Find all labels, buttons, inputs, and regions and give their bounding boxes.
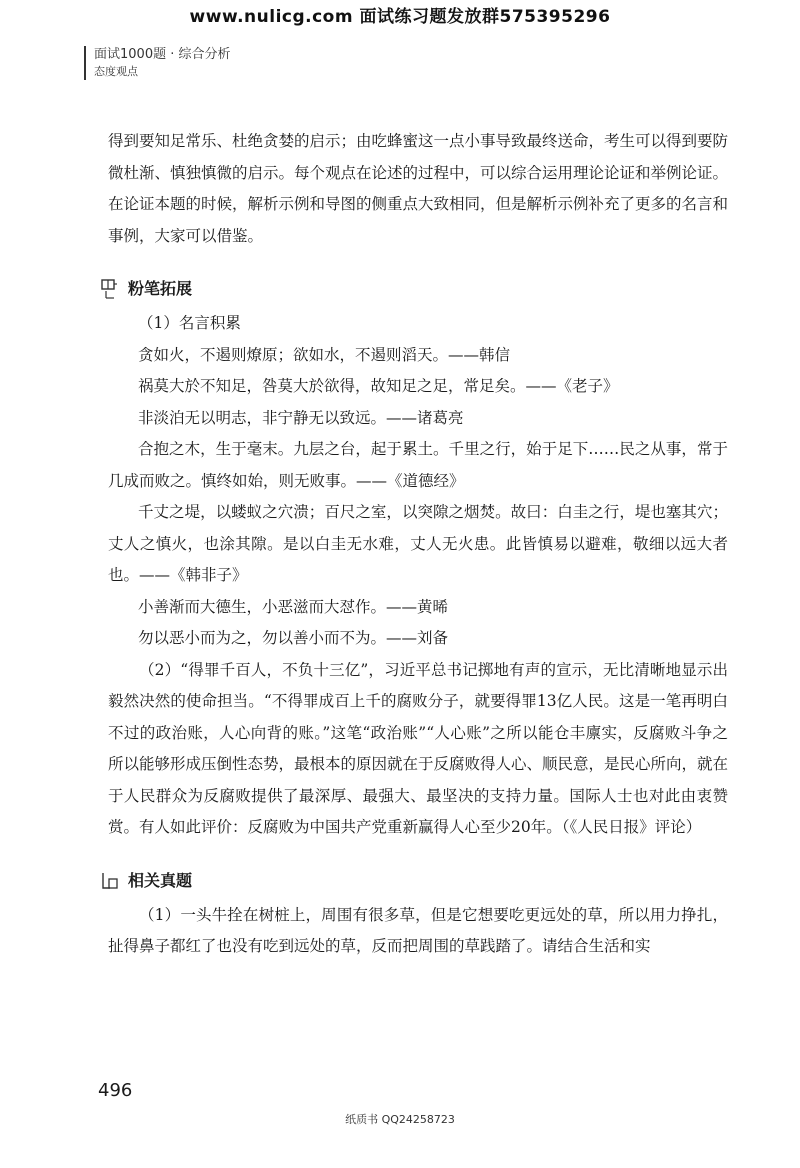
section-title: 相关真题 <box>128 870 193 890</box>
section-heading-extension <box>100 274 728 304</box>
quote-item: 千丈之堤，以蝼蚁之穴溃；百尺之室，以突隙之烟焚。故曰：白圭之行，堤也塞其穴；丈人之慎火，也涂其隙。是以白圭无水难，丈人无火患。此皆慎易以避难，敬细以远大者也。——《韩非子》 <box>108 503 728 584</box>
quote-item: 贪如火，不遏则燎原；欲如水，不遏则滔天。——韩信 <box>138 345 511 364</box>
page-number: 496 <box>98 1080 133 1101</box>
bottom-watermark: 纸质书 QQ24258723 <box>345 1113 455 1126</box>
chapter-title: 态度观点 <box>94 65 138 78</box>
section-title: 粉笔拓展 <box>128 279 193 298</box>
sub-heading-quotes: （1）名言积累 <box>138 314 241 332</box>
notebook-icon <box>100 278 120 300</box>
book-title: 面试1000题 · 综合分析 <box>94 47 231 62</box>
question-item: （1）一头牛拴在树桩上，周围有很多草，但是它想要吃更远处的草，所以用力挣扎，扯得鼻子都红了也没有吃到远处的草，反而把周围的草践踏了。请结合生活和实 <box>108 905 728 955</box>
quote-item: 非淡泊无以明志，非宁静无以致远。——诸葛亮 <box>138 408 464 427</box>
quote-item: 小善渐而大德生，小恶滋而大怼作。——黄晞 <box>138 597 449 616</box>
running-head <box>84 46 230 80</box>
quote-item: 祸莫大於不知足，咎莫大於欲得，故知足之足，常足矣。——《老子》 <box>138 377 619 395</box>
bracket-icon <box>100 870 120 892</box>
top-watermark: www.nulicg.com 面试练习题发放群575395296 <box>189 7 611 27</box>
quote-item: 勿以恶小而为之，勿以善小而不为。——刘备 <box>138 629 449 647</box>
intro-paragraph: 得到要知足常乐、杜绝贪婪的启示；由吃蜂蜜这一点小事导致最终送命，考生可以得到要防微杜渐、慎独慎微的启示。每个观点在论述的过程中，可以综合运用理论论证和举例论证。在论证本题的时候，解析示例和导图的侧重点大致相同，但是解析示例补充了更多的名言和事例，大家可以借鉴。 <box>108 132 729 245</box>
quote-item: 合抱之木，生于毫末。九层之台，起于累土。千里之行，始于足下……民之从事，常于几成而败之。慎终如始，则无败事。——《道德经》 <box>108 440 728 490</box>
section-heading-related <box>100 866 728 896</box>
page-content <box>108 126 728 963</box>
commentary-paragraph: （2）“得罪千百人，不负十三亿”，习近平总书记掷地有声的宣示，无比清晰地显示出毅然决然的使命担当。“不得罪成百上千的腐败分子，就要得罪13亿人民。这是一笔再明白不过的政治账，人心向背的账。”这笔“政治账”“人心账”之所以能仓丰廪实，反腐败斗争之所以能够形成压倒性态势，最根本的原因就在于反腐败得人心、顺民意，是民心所向，就在于人民群众为反腐败提供了最深厚、最强大、最坚决的支持力量。国际人士也对此由衷赞赏。有人如此评价：反腐败为中国共产党重新赢得人心至少20年。（《人民日报》评论） <box>108 660 729 836</box>
